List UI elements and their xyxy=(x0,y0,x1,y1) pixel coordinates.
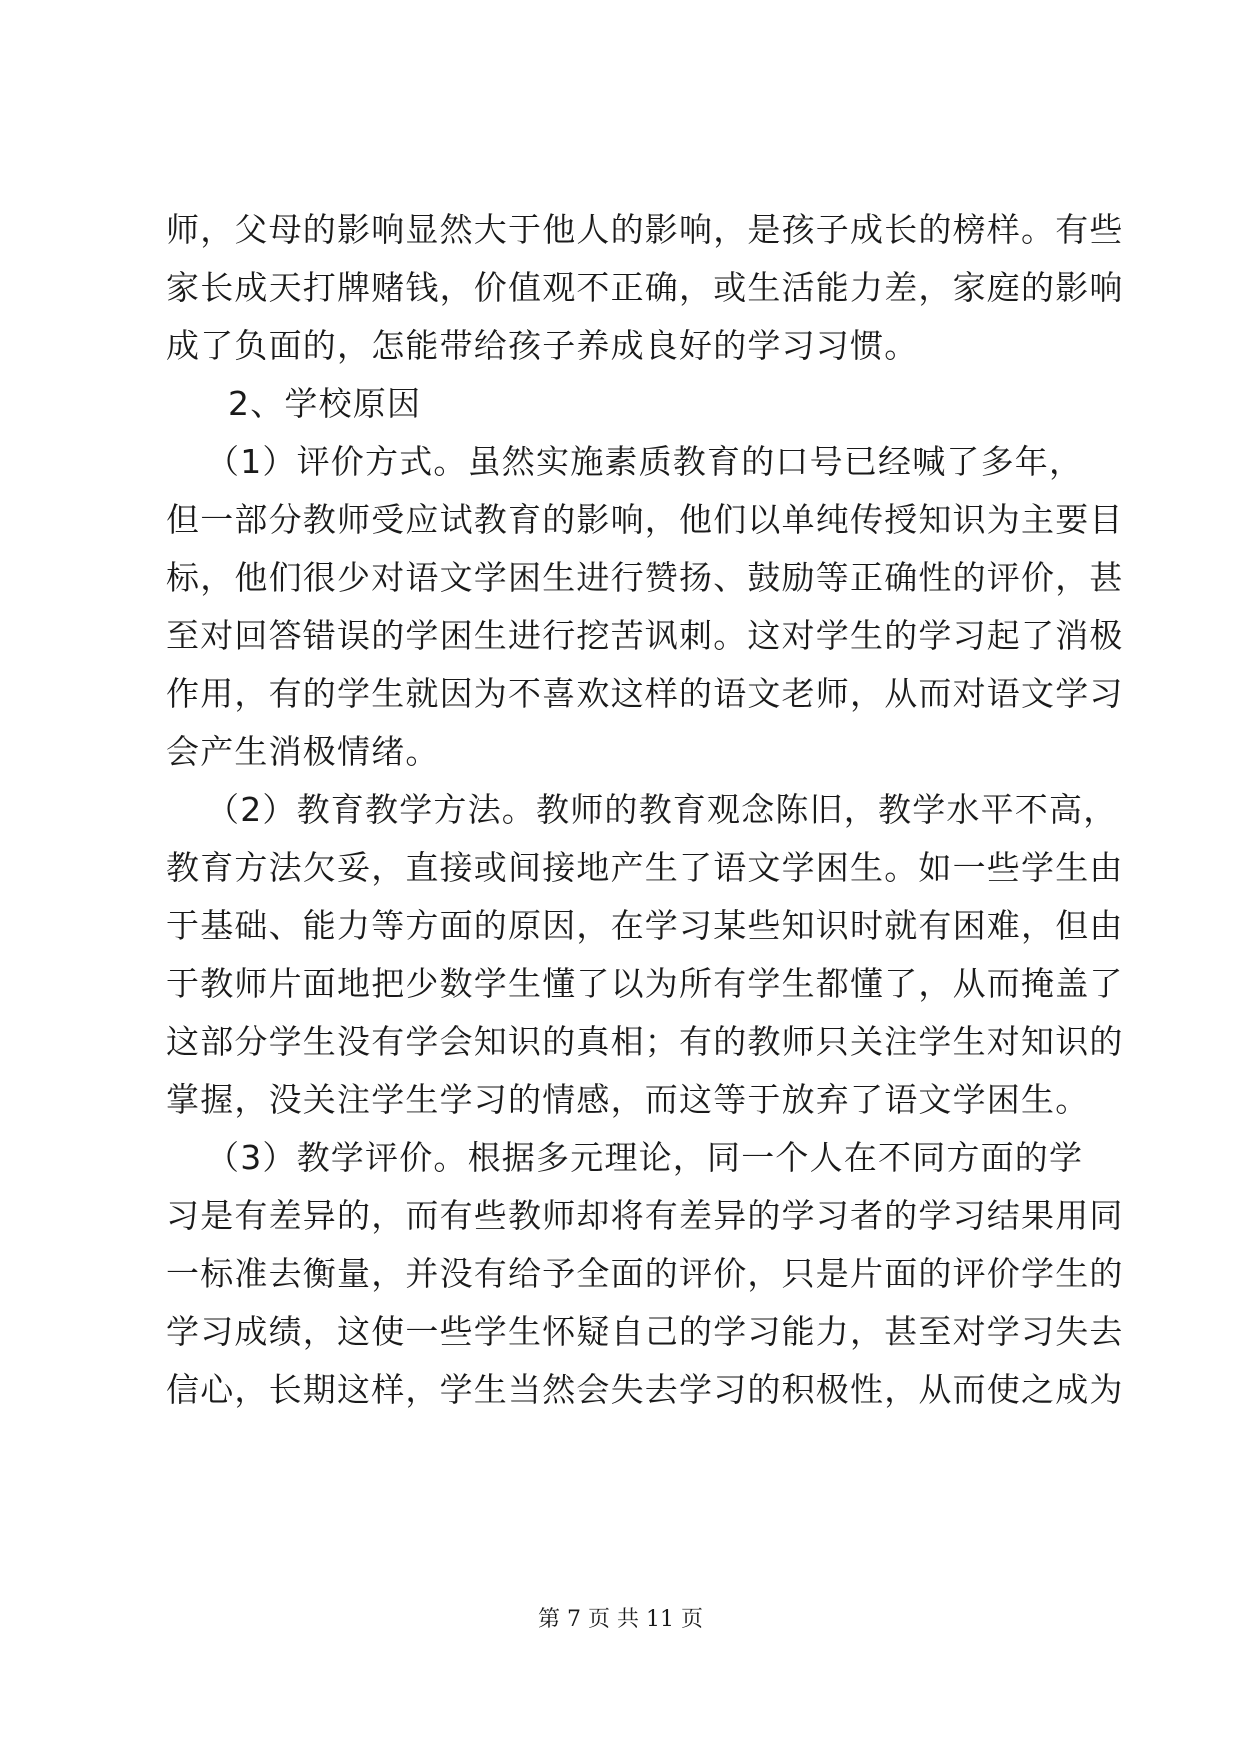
body-line: 师，父母的影响显然大于他人的影响，是孩子成长的榜样。有些 xyxy=(166,210,1124,249)
page-number-footer: 第 7 页 共 11 页 xyxy=(538,1607,703,1632)
body-line: 一标准去衡量，并没有给予全面的评价，只是片面的评价学生的 xyxy=(166,1254,1124,1293)
body-line: 习是有差异的，而有些教师却将有差异的学习者的学习结果用同 xyxy=(166,1196,1124,1235)
section-heading: 2、学校原因 xyxy=(228,384,422,423)
body-line: 于基础、能力等方面的原因，在学习某些知识时就有困难，但由 xyxy=(166,906,1124,945)
body-line: 于教师片面地把少数学生懂了以为所有学生都懂了，从而掩盖了 xyxy=(166,964,1124,1003)
body-line: 但一部分教师受应试教育的影响，他们以单纯传授知识为主要目 xyxy=(166,500,1124,539)
paragraph-first-line: （2）教育教学方法。教师的教育观念陈旧，教学水平不高， xyxy=(206,790,1118,829)
paragraph-first-line: （3）教学评价。根据多元理论，同一个人在不同方面的学 xyxy=(206,1138,1084,1177)
body-line: 会产生消极情绪。 xyxy=(166,732,440,771)
body-line: 作用，有的学生就因为不喜欢这样的语文老师，从而对语文学习 xyxy=(166,674,1124,713)
body-line: 这部分学生没有学会知识的真相；有的教师只关注学生对知识的 xyxy=(166,1022,1124,1061)
body-line: 学习成绩，这使一些学生怀疑自己的学习能力，甚至对学习失去 xyxy=(166,1312,1124,1351)
body-line: 成了负面的，怎能带给孩子养成良好的学习习惯。 xyxy=(166,326,919,365)
body-line: 标，他们很少对语文学困生进行赞扬、鼓励等正确性的评价，甚 xyxy=(166,558,1124,597)
body-line: 教育方法欠妥，直接或间接地产生了语文学困生。如一些学生由 xyxy=(166,848,1124,887)
body-line: 掌握，没关注学生学习的情感，而这等于放弃了语文学困生。 xyxy=(166,1080,1090,1119)
body-line: 信心，长期这样，学生当然会失去学习的积极性，从而使之成为 xyxy=(166,1370,1124,1409)
paragraph-first-line: （1）评价方式。虽然实施素质教育的口号已经喊了多年， xyxy=(206,442,1084,481)
body-line: 至对回答错误的学困生进行挖苦讽刺。这对学生的学习起了消极 xyxy=(166,616,1124,655)
body-line: 家长成天打牌赌钱，价值观不正确，或生活能力差，家庭的影响 xyxy=(166,268,1124,307)
